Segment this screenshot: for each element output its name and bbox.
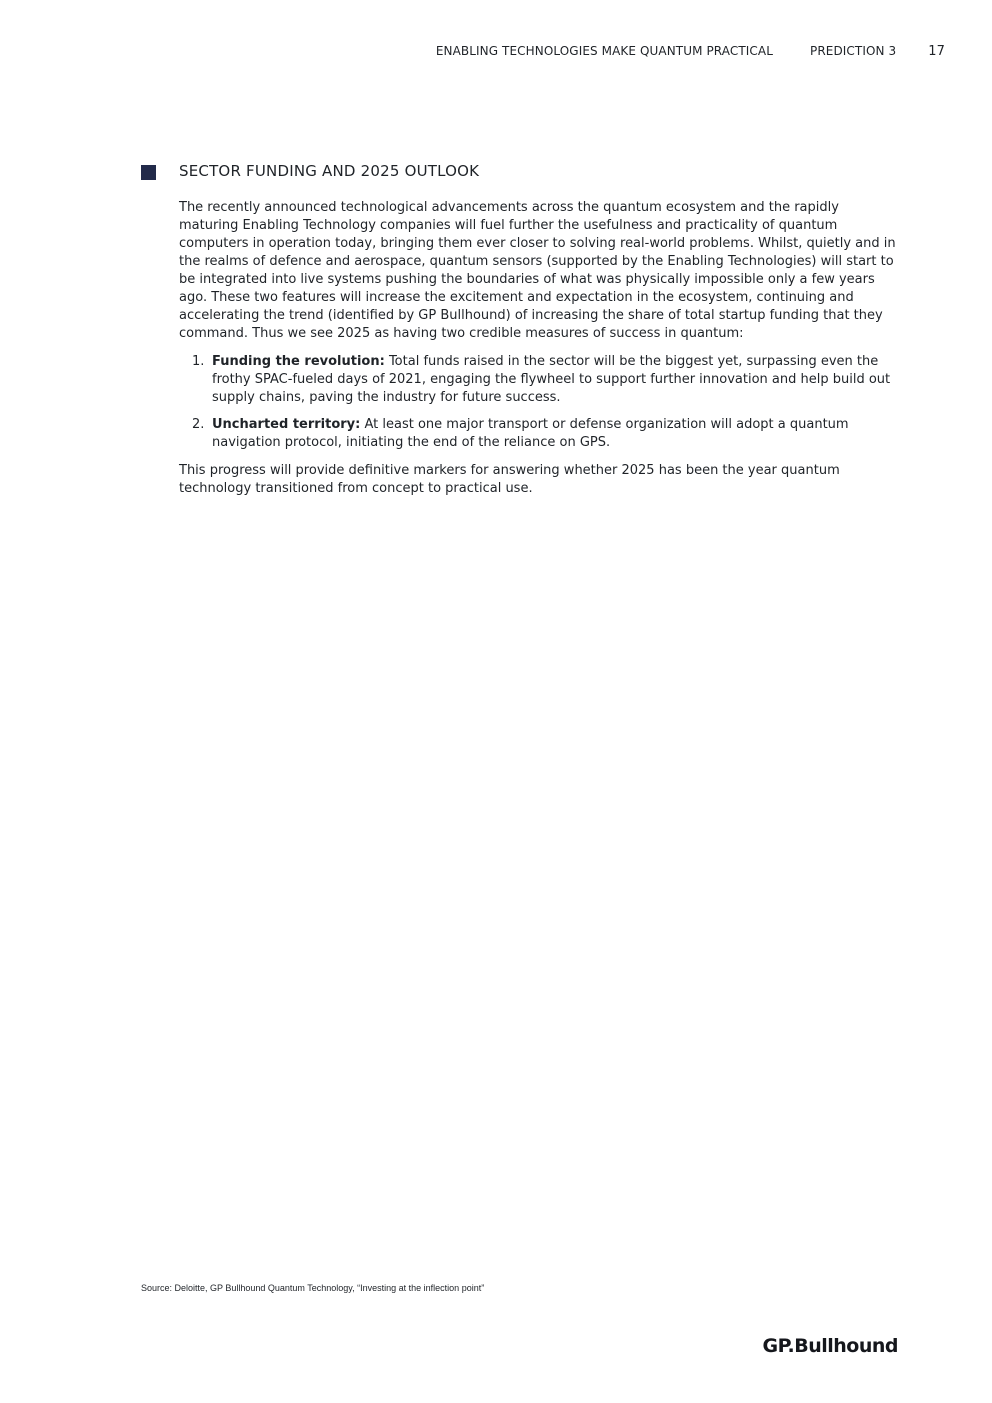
list-item-text: Total funds raised in the sector will be the biggest yet, surpassing even the frothy SPAC-fueled days of 2021, engaging the flywheel to support further innovation and help build out supply chains, paving the industry for future success. [212, 354, 891, 405]
source-footnote: Source: Deloitte, GP Bullhound Quantum Technology, “Investing at the inflection point” [141, 1283, 485, 1293]
gp-bullhound-logo: GP.Bullhound [762, 1335, 898, 1357]
intro-paragraph: The recently announced technological advancements across the quantum ecosystem and the rapidly maturing Enabling Technology companies will fuel further the usefulness and practicality of quantum computers in operation today, bringing them ever closer to solving real-world problems. Whilst, quietly and in the realms of defence and aerospace, quantum sensors (supported by the Enabling Technologies) will start to be integrated into live systems pushing the boundaries of what was physically impossible only a few years ago. These two features will increase the excitement and expectation in the ecosystem, continuing and accelerating the trend (identified by GP Bullhound) of increasing the share of total startup funding that they command. Thus we see 2025 as having two credible measures of success in quantum: [179, 200, 896, 341]
list-item-title: Funding the revolution: [212, 354, 385, 369]
list-item-number: 1. [192, 354, 205, 369]
list-item-body [212, 353, 901, 407]
page-number: 17 [928, 44, 945, 59]
list-item-title: Uncharted territory: [212, 417, 361, 432]
closing-paragraph: This progress will provide definitive markers for answering whether 2025 has been the year quantum technology transitioned from concept to practical use. [179, 463, 840, 496]
list-item [179, 353, 901, 407]
section-marker-square [141, 165, 156, 180]
outlook-list [179, 353, 901, 452]
page-header [436, 44, 945, 59]
list-item [179, 416, 901, 452]
list-item-number: 2. [192, 417, 205, 432]
section-heading: SECTOR FUNDING AND 2025 OUTLOOK [179, 162, 480, 180]
list-item-body [212, 416, 901, 452]
list-item-text: At least one major transport or defense organization will adopt a quantum navigation protocol, initiating the end of the reliance on GPS. [212, 417, 849, 450]
header-prediction-label: PREDICTION 3 [809, 44, 897, 58]
body-content [179, 199, 901, 498]
header-section-title: ENABLING TECHNOLOGIES MAKE QUANTUM PRACTICAL [435, 44, 773, 58]
